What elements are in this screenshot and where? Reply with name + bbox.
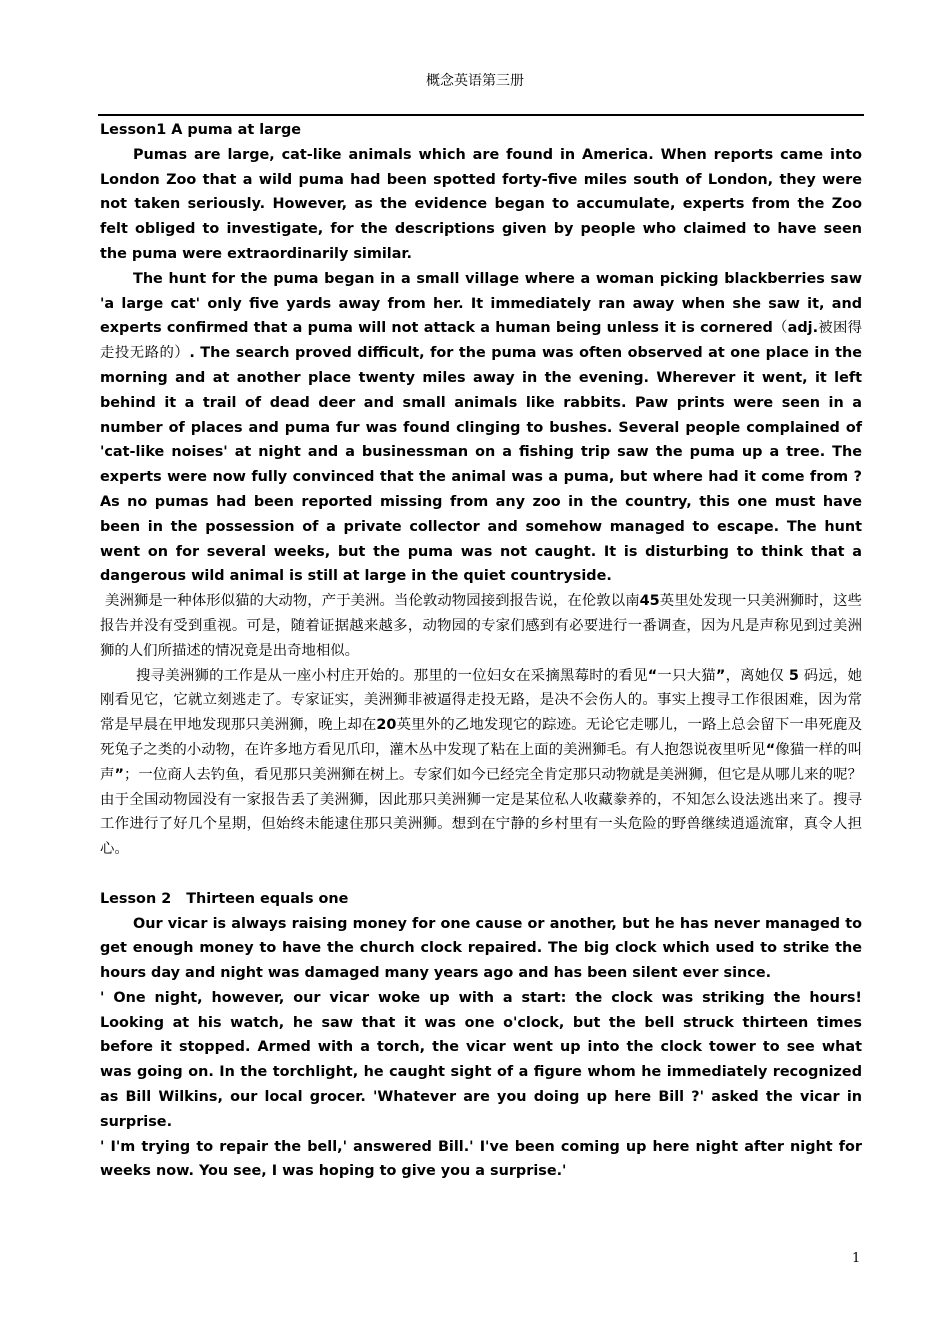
lesson1-paragraph-2 [100,267,862,589]
page-header: 概念英语第三册 [426,73,524,89]
lesson1-note-gloss: 被困得走投无路的） [100,320,862,362]
document-body [100,118,862,1184]
lesson1-translation-2 [100,664,862,862]
lesson1-zh2-quote-open-2: “ [765,741,776,758]
lesson1-zh2-part-b: 一只大猫 [657,667,716,684]
lesson1-paragraph-1: Pumas are large, cat-like animals which are found in America. When reports came into London Zoo that a wild puma had been spotted forty-five miles south of London, they were not taken seriously. However, as the evidence began to accumulate, experts from the Zoo felt obliged to investigate, for the descriptions given by people who claimed to have seen the puma were extraordinarily similar. [100,146,862,262]
lesson2-paragraph-1: Our vicar is always raising money for one cause or another, but he has never managed to get enough money to have the church clock repaired. The big clock which used to strike the hours day and night was damaged many years ago and has been silent ever since. [100,915,862,982]
lesson1-zh2-part-g: ；一位商人去钓鱼，看见那只美洲狮在树上。专家们如今已经完全肯定那只动物就是美洲狮，但它是从哪儿来的呢？由于全国动物园没有一家报告丢了美洲狮，因此那只美洲狮一定是某位私人收藏豢养的，不知怎么设法逃出来了。搜寻工作进行了好几个星期，但始终未能逮住那只美洲狮。想到在宁静的乡村里有一头危险的野兽继续逍遥流窜，真令人担心。 [100,766,862,858]
lesson1-zh2-part-e: 英里外的乙地发现它的踪迹。无论它走哪儿，一路上总会留下一串死鹿及死兔子之类的小动物，在许多地方看见爪印，灌木丛中发现了粘在上面的美洲狮毛。有人抱怨说夜里听见 [100,717,862,758]
lesson1-note-pos: adj. [787,320,819,337]
lesson1-paragraph-2b: . The search proved difficult, for the puma was often observed at one place in the morning and at another place twenty miles away in the evening. Wherever it went, it left behind it a trail of dead deer and small animals like rabbits. Paw prints were seen in a number of places and puma fur was found clinging to bushes. Several people complained of 'cat-like noises' at night and a businessman on a fishing trip saw the puma up a tree. The experts were now fully convinced that the animal was a puma, but where had it come from ? As no pumas had been reported missing from any zoo in the country, this one must have been in the possession of a private collector and somehow managed to escape. The hunt went on for several weeks, but the puma was not caught. It is disturbing to think that a dangerous wild animal is still at large in the quiet countryside. [100,345,862,585]
lesson1-paragraph-2a: The hunt for the puma began in a small village where a woman picking blackberries saw 'a large cat' only five yards away from her. It immediately ran away when she saw it, and experts confirmed that a puma will not attack a human being unless it is cornered [100,270,862,337]
lesson1-zh1-part-b: 英里处发现一只美洲狮时，这些报告并没有受到重视。可是，随着证据越来越多，动物园的专家们感到有必要进行一番调查，因为凡是声称见到过美洲狮的人们所描述的情况竟是出奇地相似。 [100,593,862,659]
lesson2-paragraph-3: ' I'm trying to repair the bell,' answered Bill.' I've been coming up here night after night for weeks now. You see, I was hoping to give you a surprise.' [100,1138,862,1180]
lesson1-zh1-number: 45 [639,593,660,610]
lesson1-zh1-part-a: 美洲狮是一种体形似猫的大动物，产于美洲。当伦敦动物园接到报告说，在伦敦以南 [105,593,640,610]
lesson1-note-open: （ [772,320,788,337]
lesson1-zh2-number-2: 20 [376,717,397,734]
lesson1-zh2-part-f: 像猫一样的叫声 [100,741,862,783]
page-number: 1 [852,1251,861,1266]
lesson1-zh2-number-1: 5 [788,667,799,684]
lesson1-zh2-quote-close-1: ” [715,667,726,684]
lesson1-zh2-part-c: ，离她仅 [725,667,789,684]
lesson1-zh2-quote-close-2: ” [114,766,124,783]
lesson1-translation-1 [100,589,862,663]
lesson2-paragraph-2: ' One night, however, our vicar woke up with a start: the clock was striking the hours! Looking at his watch, he saw that it was one o'clock, but the bell struck thirteen times before it stopped. Armed with a torch, the vicar went up into the clock tower to see what was going on. In the torchlight, he caught sight of a figure whom he immediately recognized as Bill Wilkins, our local grocer. 'Whatever are you doing up here Bill ?' asked the vicar in surprise. [100,989,862,1130]
lesson1-zh2-quote-open-1: “ [647,667,658,684]
lesson1-zh2-part-a: 搜寻美洲狮的工作是从一座小村庄开始的。那里的一位妇女在采摘黑莓时的看见 [136,667,648,684]
header-rule [98,114,864,116]
lesson1-zh2-part-d: 码远，她刚看见它，它就立刻逃走了。专家证实，美洲狮非被逼得走投无路，是决不会伤人的。事实上搜寻工作很困难，因为常常是早晨在甲地发现那只美洲狮，晚上却在 [100,667,862,734]
lesson2-title: Lesson 2 Thirteen equals one [100,890,349,907]
section-spacer [100,862,862,887]
lesson1-title: Lesson1 A puma at large [100,122,302,138]
